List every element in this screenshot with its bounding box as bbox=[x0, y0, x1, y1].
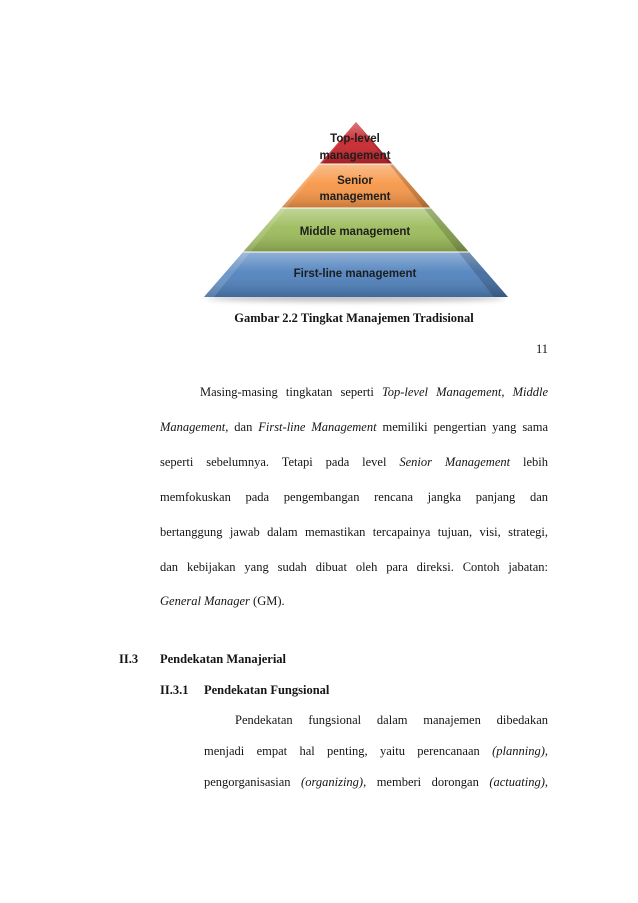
text-run: , memberi dorongan bbox=[363, 775, 490, 789]
italic-term: Top-level Management, Middle bbox=[381, 385, 548, 399]
subsection-title: Pendekatan Fungsional bbox=[204, 683, 330, 697]
pyramid-label-senior: Senior bbox=[337, 175, 373, 187]
italic-term: (planning) bbox=[492, 744, 545, 758]
text-run: dan bbox=[228, 420, 259, 434]
text-run: pengorganisasian bbox=[204, 775, 302, 789]
paragraph-line bbox=[160, 489, 548, 505]
paragraph-line bbox=[235, 712, 548, 728]
pyramid-label-first-line: First-line management bbox=[293, 268, 417, 280]
section-number: II.3 bbox=[119, 652, 139, 666]
paragraph-line bbox=[160, 419, 548, 435]
text-run: lebih bbox=[510, 455, 548, 469]
italic-term: Management, bbox=[160, 420, 229, 434]
paragraph-line bbox=[200, 384, 548, 400]
text-run: memfokuskan pada pengembangan rencana jangka panjang dan bbox=[160, 490, 548, 504]
pyramid-label-top: management bbox=[319, 150, 391, 162]
italic-term: (actuating) bbox=[489, 775, 545, 789]
pyramid-label-senior: management bbox=[319, 191, 391, 203]
paragraph-line bbox=[160, 454, 548, 470]
pyramid-label-middle: Middle management bbox=[299, 226, 411, 238]
pyramid-diagram bbox=[0, 0, 638, 310]
text-run: , bbox=[544, 775, 548, 789]
figure-caption: Gambar 2.2 Tingkat Manajemen Tradisional bbox=[234, 311, 474, 325]
paragraph-line bbox=[160, 593, 548, 609]
text-run: seperti sebelumnya. Tetapi pada level bbox=[160, 455, 400, 469]
text-run: memiliki pengertian yang sama bbox=[376, 420, 548, 434]
text-run: Pendekatan fungsional dalam manajemen dibedakan bbox=[235, 713, 548, 727]
text-run: (GM). bbox=[249, 594, 285, 608]
page-number: 11 bbox=[535, 342, 548, 356]
italic-term: First-line Management bbox=[258, 420, 377, 434]
italic-term: Senior Management bbox=[399, 455, 511, 469]
text-run: Masing-masing tingkatan seperti bbox=[200, 385, 382, 399]
paragraph-line bbox=[160, 524, 548, 540]
section-title: Pendekatan Manajerial bbox=[160, 652, 287, 666]
italic-term: (organizing) bbox=[301, 775, 364, 789]
paragraph-line bbox=[160, 559, 548, 575]
text-run: dan kebijakan yang sudah dibuat oleh para direksi. Contoh jabatan: bbox=[160, 560, 548, 574]
text-run: , bbox=[544, 744, 548, 758]
pyramid-label-top: Top-level bbox=[330, 133, 380, 145]
text-run: bertanggung jawab dalam memastikan tercapainya tujuan, visi, strategi, bbox=[160, 525, 548, 539]
text-run: menjadi empat hal penting, yaitu perencanaan bbox=[204, 744, 493, 758]
paragraph-line bbox=[204, 743, 548, 759]
paragraph-line bbox=[204, 774, 548, 790]
italic-term: General Manager bbox=[160, 594, 250, 608]
subsection-number: II.3.1 bbox=[160, 683, 189, 697]
